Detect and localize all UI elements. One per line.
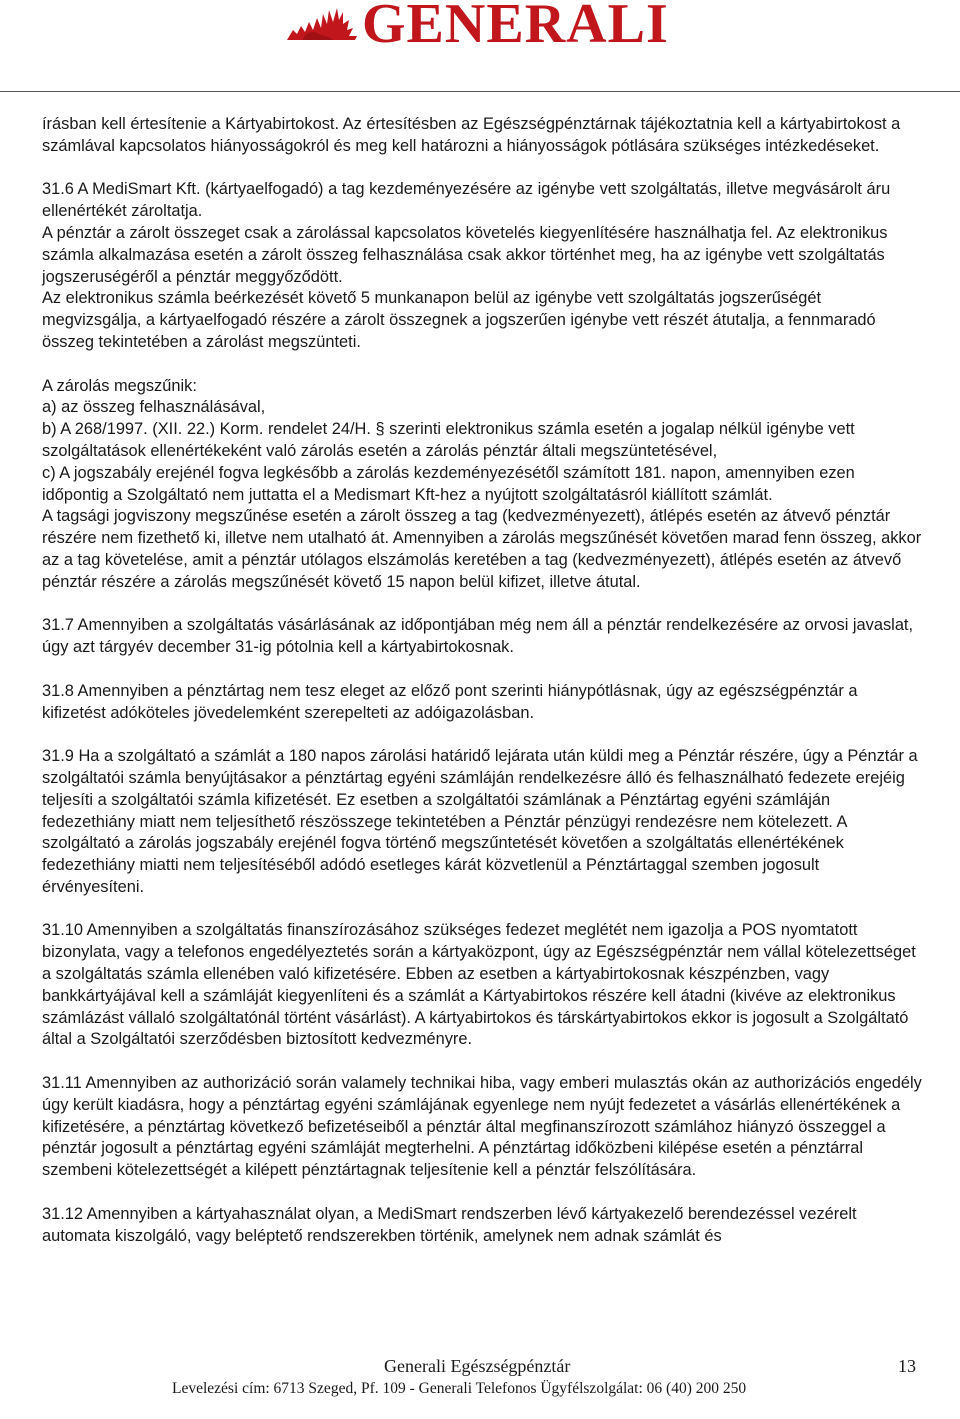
- paragraph-31-11: 31.11 Amennyiben az authorizáció során valamely technikai hiba, vagy emberi mulasztás okán az authorizációs engedély úgy került kiadásra, hogy a pénztártag egyéni számlájának egyenlege nem nyújt fedezetet a vásárlás ellenértékének a kifizetésére, a pénztártag következő befizetéseiből a pénztár által megfinanszírozott számlához hiányzó összeggel a pénztár jogosult a pénztártag egyéni számláját megterhelni. A pénztártag időközbeni kilépése esetén a pénztárral szembeni kötelezettségét a kilépett pénztártagnak teljesítenie kell a pénztár felszólítására.: [42, 1074, 922, 1180]
- page-number: 13: [898, 1356, 916, 1376]
- footer-title: Generali Egészségpénztár: [384, 1356, 571, 1376]
- paragraph: Az elektronikus számla beérkezését követő 5 munkanapon belül az igénybe vett szolgáltatás jogszerűségét megvizsgálja, a kártyaelfogadó részére a zárolt összegnek a jogszerűen igénybe vett részét átutalja, a fennmaradó összeg tekintetében a zárolást megszünteti.: [42, 289, 876, 351]
- paragraph-31-10: 31.10 Amennyiben a szolgáltatás finanszírozásához szükséges fedezet meglétét nem igazolja a POS nyomtatott bizonylata, vagy a telefonos engedélyeztetés során a kártyaközpont, úgy az Egészségpénztár nem vállal kötelezettséget a szolgáltatás számla ellenében való kifizetésére. Ebben az esetben a kártyabirtokosnak készpénzben, vagy bankkártyájával kell a számláját kiegyenlíteni és a számlát a Kártyabirtokos részére kell átadni (kivéve az elektronikus számlázást vállaló szolgáltatónál történt vásárlást). A kártyabirtokos és társkártyabirtokos ekkor is jogosult a Szolgáltató által a Szolgáltatói szerződésben biztosított kedvezményre.: [42, 921, 916, 1049]
- brand-logo-text: GENERALI: [362, 0, 669, 55]
- winged-lion-logo-icon: [283, 0, 359, 42]
- paragraph: A tagsági jogviszony megszűnése esetén a zárolt összeg a tag (kedvezményezett), átlépés esetén az átvevő pénztár részére nem fizethető ki, illetve nem utalható át. Amennyiben a zárolás megszűnését követően marad fenn összeg, akkor az a tag követelése, amit a pénztár utólagos elszámolás keretében a tag (kedvezményezett), átlépés esetén az átvevő pénztár részére a zárolás megszűnését követő 15 napon belül kifizet, illetve átutal.: [42, 507, 922, 591]
- page-header: [0, 0, 960, 90]
- document-body: [42, 114, 922, 1247]
- paragraph: A zárolás megszűnik:: [42, 376, 197, 395]
- header-divider: [0, 91, 960, 92]
- footer-address: Levelezési cím: 6713 Szeged, Pf. 109 - Generali Telefonos Ügyfélszolgálat: 06 (40) 200 250: [172, 1380, 747, 1397]
- list-item: c) A jogszabály erejénél fogva legkésőbb a zárolás kezdeményezésétől számított 181. napon, amennyiben ezen időpontig a Szolgáltató nem juttatta el a Medismart Kft-hez a nyújtott szolgáltatásról kiállított számlát.: [42, 463, 855, 504]
- paragraph-31-8: 31.8 Amennyiben a pénztártag nem tesz eleget az előző pont szerinti hiánypótlásnak, úgy az egészségpénztár a kifizetést adóköteles jövedelemként szerepelteti az adóigazolásban.: [42, 681, 858, 722]
- paragraph-31-6: 31.6 A MediSmart Kft. (kártyaelfogadó) a tag kezdeményezésére az igénybe vett szolgáltatás, illetve megvásárolt áru ellenértékét zároltatja.: [42, 180, 891, 221]
- paragraph-31-7: 31.7 Amennyiben a szolgáltatás vásárlásának az időpontjában még nem áll a pénztár rendelkezésére az orvosi javaslat, úgy azt tárgyév december 31-ig pótolnia kell a kártyabirtokosnak.: [42, 616, 914, 657]
- list-item: a) az összeg felhasználásával,: [42, 398, 266, 417]
- paragraph-31-12: 31.12 Amennyiben a kártyahasználat olyan, a MediSmart rendszerben lévő kártyakezelő berendezéssel vezérelt automata kiszolgáló, vagy beléptető rendszerekben történik, amelynek nem adnak számlát és: [42, 1204, 857, 1245]
- paragraph: írásban kell értesítenie a Kártyabirtokost. Az értesítésben az Egészségpénztárnak tájékoztatnia kell a kártyabirtokost a számlával kapcsolatos hiányosságokról és meg kell határozni a hiányosságok pótlására szükséges intézkedéseket.: [42, 115, 901, 155]
- paragraph: A pénztár a zárolt összeget csak a zárolással kapcsolatos követelés kiegyenlítésére használhatja fel. Az elektronikus számla alkalmazása esetén a zárolt összeg felhasználása csak akkor történhet meg, ha az igénybe vett szolgáltatás jogszeruségéről a pénztár meggyőződött.: [42, 223, 888, 286]
- paragraph-31-9: 31.9 Ha a szolgáltató a számlát a 180 napos zárolási határidő lejárata után küldi meg a Pénztár részére, úgy a Pénztár a szolgáltatói számla benyújtásakor a pénztártag egyéni számláján rendelkezésre álló és felhasználható fedezete erejéig teljesíti a szolgáltatói számla kifizetését. Ez esetben a szolgáltatói számlának a Pénztártag egyéni számláján fedezethiány miatt nem teljesíthető részösszege tekintetében a Pénztár pénzügyi rendezésre nem kötelezett. A szolgáltató a zárolás jogszabály erejénél fogva történő megszűntetését követően a szolgáltatás ellenértékének fedezethiány miatti nem teljesítéséből adódó esetleges kárát közvetlenül a Pénztártaggal szemben jogosult érvényesíteni.: [42, 747, 918, 896]
- list-item: b) A 268/1997. (XII. 22.) Korm. rendelet 24/H. § szerinti elektronikus számla esetén a jogalap nélkül igénybe vett szolgáltatások ellenértékeként való zárolás esetén a zárolás pénztár általi megszüntetésével,: [42, 420, 855, 460]
